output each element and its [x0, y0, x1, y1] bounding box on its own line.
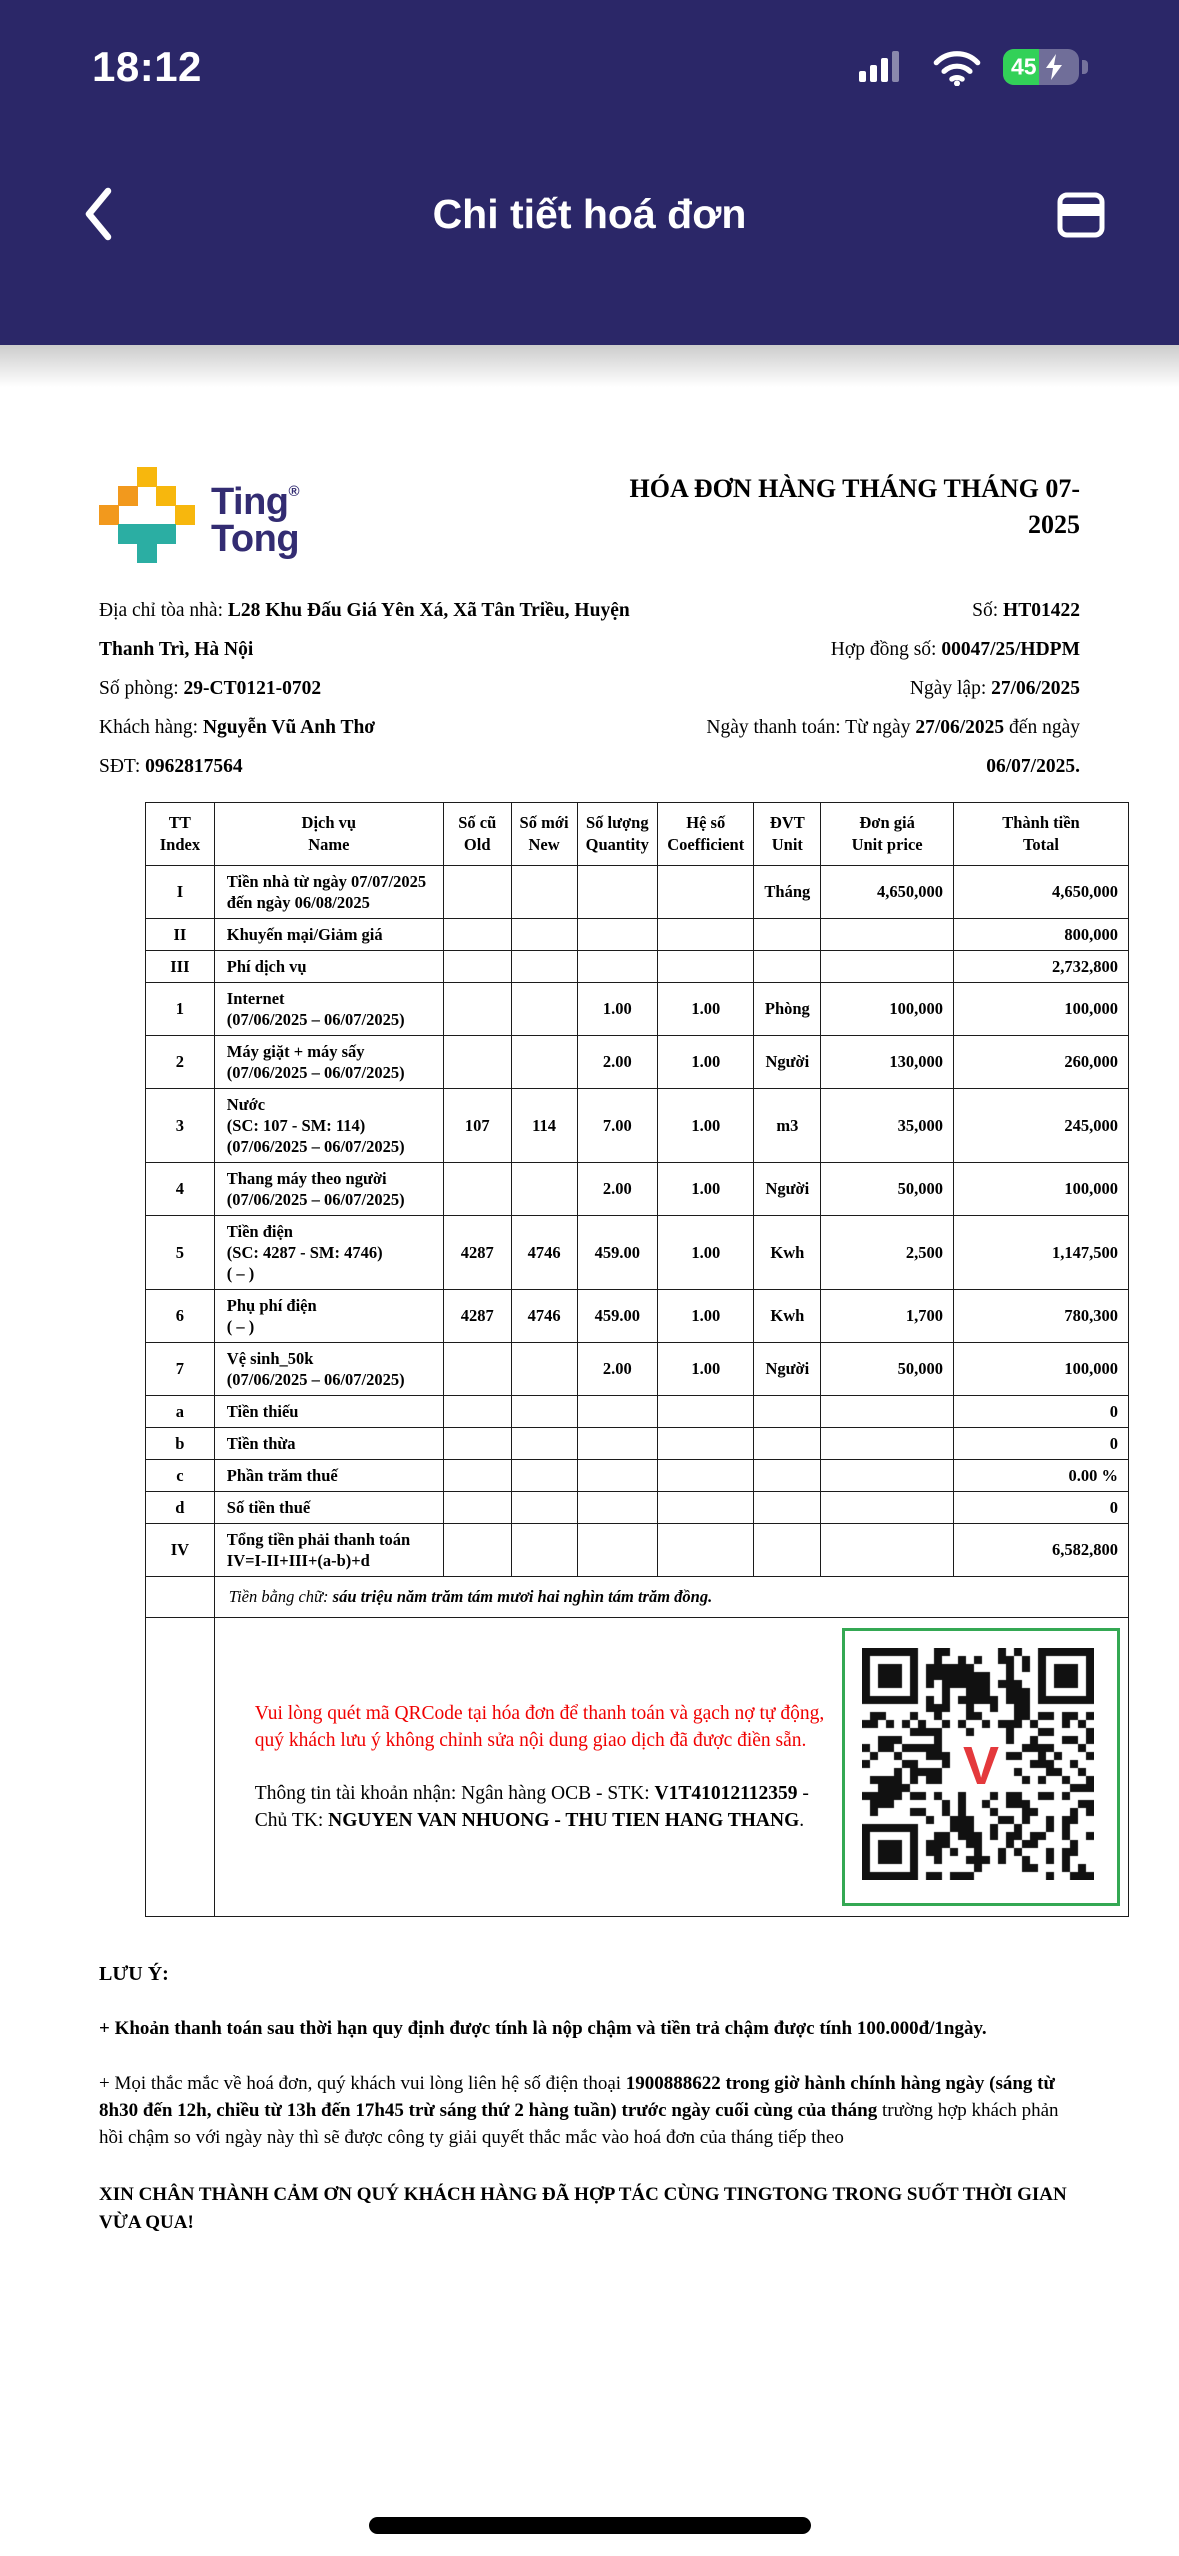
column-header-quantity: Số lượng Quantity	[577, 803, 658, 866]
cell-qty: 2.00	[577, 1343, 658, 1396]
cell-total: 6,582,800	[953, 1524, 1128, 1577]
cell-total: 100,000	[953, 1163, 1128, 1216]
cell-unit: Người	[754, 1163, 821, 1216]
cell-unit: Tháng	[754, 866, 821, 919]
cell-empty	[146, 1618, 215, 1917]
tingtong-logo-icon	[99, 467, 195, 563]
cell-unit	[754, 1428, 821, 1460]
cell-price	[821, 951, 954, 983]
cell-idx: 5	[146, 1216, 215, 1290]
battery-percent: 45	[1011, 53, 1037, 79]
cell-name: Máy giặt + máy sấy (07/06/2025 – 06/07/2025)	[214, 1036, 443, 1089]
cell-name: Tiền điện (SC: 4287 - SM: 4746) ( – )	[214, 1216, 443, 1290]
cell-idx: d	[146, 1492, 215, 1524]
cell-coeff	[658, 1460, 754, 1492]
cell-coeff	[658, 1492, 754, 1524]
table-row	[146, 1428, 1129, 1460]
cell-unit	[754, 1492, 821, 1524]
invoice-title: HÓA ĐƠN HÀNG THÁNG THÁNG 07-2025	[629, 474, 1080, 539]
cell-price: 1,700	[821, 1290, 954, 1343]
invoice-header	[99, 467, 1080, 563]
cell-old	[443, 1036, 511, 1089]
table-row	[146, 1089, 1129, 1163]
qr-payment-cell	[214, 1618, 1128, 1917]
cell-idx: 2	[146, 1036, 215, 1089]
cell-qty	[577, 1524, 658, 1577]
cell-new	[511, 1036, 577, 1089]
cell-name: Khuyến mại/Giảm giá	[214, 919, 443, 951]
contact-note: + Mọi thắc mắc về hoá đơn, quý khách vui lòng liên hệ số điện thoại 1900888622 trong giờ hành chính hàng ngày (sáng từ 8h30 đến 12h, chiều từ 13h đến 17h45 trừ sáng thứ 2 hàng tuần) trước ngày cuối cùng của tháng trường hợp khách phản hồi chậm so với ngày này thì sẽ được công ty giải quyết thắc mắc vào hoá đơn của tháng tiếp theo	[99, 2073, 1059, 2148]
building-address-line: Địa chỉ tòa nhà: L28 Khu Đấu Giá Yên Xá, Xã Tân Triều, Huyện Thanh Trì, Hà Nội	[99, 600, 630, 660]
cell-price	[821, 1396, 954, 1428]
cell-idx: IV	[146, 1524, 215, 1577]
cell-name: Nước (SC: 107 - SM: 114) (07/06/2025 – 06/07/2025)	[214, 1089, 443, 1163]
cell-name: Tiền thừa	[214, 1428, 443, 1460]
cell-price: 50,000	[821, 1163, 954, 1216]
cell-qty	[577, 1396, 658, 1428]
cell-total: 245,000	[953, 1089, 1128, 1163]
cell-name: Tiền thiếu	[214, 1396, 443, 1428]
cell-new	[511, 1396, 577, 1428]
wifi-icon	[931, 48, 983, 86]
cell-name: Thang máy theo người (07/06/2025 – 06/07/2025)	[214, 1163, 443, 1216]
cell-coeff	[658, 951, 754, 983]
cell-coeff: 1.00	[658, 1290, 754, 1343]
table-body	[146, 866, 1129, 1577]
cell-unit	[754, 1396, 821, 1428]
cell-old	[443, 983, 511, 1036]
cell-new: 114	[511, 1089, 577, 1163]
cell-old: 107	[443, 1089, 511, 1163]
cell-new	[511, 1524, 577, 1577]
cell-unit	[754, 1460, 821, 1492]
cell-price	[821, 919, 954, 951]
cell-idx: 7	[146, 1343, 215, 1396]
cell-empty	[146, 1577, 215, 1618]
invoice-document	[0, 387, 1179, 2237]
cell-new	[511, 1460, 577, 1492]
app-header	[0, 0, 1179, 345]
amount-in-words-row	[146, 1577, 1129, 1618]
cell-coeff	[658, 866, 754, 919]
qr-code	[842, 1628, 1120, 1906]
thank-you-note: XIN CHÂN THÀNH CẢM ƠN QUÝ KHÁCH HÀNG ĐÃ HỢP TÁC CÙNG TINGTONG TRONG SUỐT THỜI GIAN VỪA QUA!	[99, 2184, 1067, 2233]
cell-qty	[577, 919, 658, 951]
cell-name: Vệ sinh_50k (07/06/2025 – 06/07/2025)	[214, 1343, 443, 1396]
cell-coeff: 1.00	[658, 1163, 754, 1216]
room-number-line: Số phòng: 29-CT0121-0702	[99, 678, 322, 699]
cell-idx: III	[146, 951, 215, 983]
column-header-coefficient: Hệ số Coefficient	[658, 803, 754, 866]
cell-name: Phụ phí điện ( – )	[214, 1290, 443, 1343]
table-row	[146, 866, 1129, 919]
cell-old	[443, 1460, 511, 1492]
cell-coeff: 1.00	[658, 1343, 754, 1396]
column-header-total: Thành tiền Total	[953, 803, 1128, 866]
cell-price: 130,000	[821, 1036, 954, 1089]
notes-heading: LƯU Ý:	[99, 1963, 169, 1985]
cell-idx: 3	[146, 1089, 215, 1163]
cell-total: 0	[953, 1492, 1128, 1524]
cell-coeff: 1.00	[658, 1216, 754, 1290]
cell-unit: Phòng	[754, 983, 821, 1036]
cell-old	[443, 1163, 511, 1216]
cell-price	[821, 1524, 954, 1577]
cell-new: 4746	[511, 1216, 577, 1290]
cell-new	[511, 1343, 577, 1396]
cell-qty: 459.00	[577, 1290, 658, 1343]
cell-old	[443, 1428, 511, 1460]
payment-card-button[interactable]	[1041, 183, 1121, 245]
cell-old	[443, 951, 511, 983]
cell-name: Số tiền thuế	[214, 1492, 443, 1524]
invoice-meta-left	[99, 591, 658, 786]
cell-qty: 7.00	[577, 1089, 658, 1163]
status-bar	[0, 0, 1179, 119]
column-header-unit: ĐVT Unit	[754, 803, 821, 866]
table-row	[146, 1524, 1129, 1577]
cell-old	[443, 1524, 511, 1577]
cell-price: 100,000	[821, 983, 954, 1036]
cell-total: 1,147,500	[953, 1216, 1128, 1290]
cell-unit: Kwh	[754, 1216, 821, 1290]
column-header-old: Số cũ Old	[443, 803, 511, 866]
cell-old: 4287	[443, 1290, 511, 1343]
cell-price: 35,000	[821, 1089, 954, 1163]
qr-warning-text: Vui lòng quét mã QRCode tại hóa đơn để thanh toán và gạch nợ tự động, quý khách lưu ý không chỉnh sửa nội dung giao dịch đã được điền sẵn.	[254, 1703, 825, 1751]
cell-idx: 6	[146, 1290, 215, 1343]
cell-unit	[754, 919, 821, 951]
page-title: Chi tiết hoá đơn	[432, 190, 747, 237]
cell-idx: II	[146, 919, 215, 951]
tingtong-logo-text: Ting® Tong	[211, 480, 300, 560]
nav-bar	[0, 119, 1179, 309]
cell-idx: a	[146, 1396, 215, 1428]
back-button[interactable]	[58, 184, 138, 244]
cell-price	[821, 1492, 954, 1524]
cell-price: 4,650,000	[821, 866, 954, 919]
invoice-meta	[99, 591, 1080, 786]
cell-qty: 2.00	[577, 1163, 658, 1216]
cell-total: 800,000	[953, 919, 1128, 951]
payment-period-line: Ngày thanh toán: Từ ngày 27/06/2025 đến ngày 06/07/2025.	[706, 717, 1080, 777]
cell-coeff	[658, 1524, 754, 1577]
cell-total: 2,732,800	[953, 951, 1128, 983]
issue-date-line: Ngày lập: 27/06/2025	[909, 678, 1080, 699]
cell-idx: 1	[146, 983, 215, 1036]
cell-old: 4287	[443, 1216, 511, 1290]
cell-qty	[577, 1460, 658, 1492]
tingtong-logo	[99, 467, 299, 563]
cell-name: Tiền nhà từ ngày 07/07/2025 đến ngày 06/08/2025	[214, 866, 443, 919]
column-header-index: TT Index	[146, 803, 215, 866]
cell-total: 780,300	[953, 1290, 1128, 1343]
cell-name: Phần trăm thuế	[214, 1460, 443, 1492]
header-shadow	[0, 345, 1179, 387]
invoice-meta-right	[658, 591, 1080, 786]
cell-idx: c	[146, 1460, 215, 1492]
cell-coeff	[658, 1396, 754, 1428]
customer-line: Khách hàng: Nguyễn Vũ Anh Thơ	[99, 717, 376, 738]
cell-qty	[577, 866, 658, 919]
cell-coeff: 1.00	[658, 1089, 754, 1163]
table-row	[146, 1036, 1129, 1089]
late-fee-note: + Khoản thanh toán sau thời hạn quy định được tính là nộp chậm và tiền trả chậm được tính 100.000đ/1ngày.	[99, 2018, 987, 2039]
cell-total: 100,000	[953, 1343, 1128, 1396]
table-row	[146, 1460, 1129, 1492]
cell-unit: m3	[754, 1089, 821, 1163]
cell-unit	[754, 951, 821, 983]
table-row	[146, 1216, 1129, 1290]
cell-total: 4,650,000	[953, 866, 1128, 919]
status-icons	[859, 48, 1079, 86]
home-indicator[interactable]	[369, 2517, 811, 2534]
contract-number-line: Hợp đồng số: 00047/25/HDPM	[830, 639, 1080, 660]
vietqr-logo-icon: V	[962, 1735, 1000, 1796]
cell-price: 2,500	[821, 1216, 954, 1290]
cell-old	[443, 866, 511, 919]
table-row	[146, 1163, 1129, 1216]
cell-unit: Kwh	[754, 1290, 821, 1343]
cell-new	[511, 1492, 577, 1524]
payment-instructions	[215, 1680, 842, 1854]
invoice-table	[145, 802, 1129, 1917]
cell-new	[511, 866, 577, 919]
cell-idx: 4	[146, 1163, 215, 1216]
battery-icon	[1003, 49, 1079, 85]
cell-name: Internet (07/06/2025 – 06/07/2025)	[214, 983, 443, 1036]
cell-idx: I	[146, 866, 215, 919]
cell-name: Tổng tiền phải thanh toán IV=I-II+III+(a-b)+d	[214, 1524, 443, 1577]
cell-coeff: 1.00	[658, 983, 754, 1036]
cell-old	[443, 1343, 511, 1396]
charging-bolt-icon	[1045, 54, 1063, 80]
cell-unit: Người	[754, 1036, 821, 1089]
cell-qty	[577, 1492, 658, 1524]
invoice-notes	[99, 1963, 1084, 2237]
cell-coeff	[658, 1428, 754, 1460]
cell-total: 0	[953, 1396, 1128, 1428]
cell-old	[443, 1492, 511, 1524]
cell-total: 260,000	[953, 1036, 1128, 1089]
table-row	[146, 1492, 1129, 1524]
cell-total: 0	[953, 1428, 1128, 1460]
cell-price	[821, 1428, 954, 1460]
cell-new	[511, 1428, 577, 1460]
cell-qty	[577, 1428, 658, 1460]
cell-unit	[754, 1524, 821, 1577]
card-icon	[1050, 183, 1112, 245]
table-row	[146, 1290, 1129, 1343]
cellular-signal-icon	[859, 49, 911, 85]
table-header-row	[146, 803, 1129, 866]
cell-coeff: 1.00	[658, 1036, 754, 1089]
cell-price: 50,000	[821, 1343, 954, 1396]
cell-old	[443, 919, 511, 951]
cell-new	[511, 951, 577, 983]
cell-new	[511, 1163, 577, 1216]
column-header-unit-price: Đơn giá Unit price	[821, 803, 954, 866]
column-header-name: Dịch vụ Name	[214, 803, 443, 866]
table-row	[146, 919, 1129, 951]
battery-nub	[1082, 60, 1088, 74]
cell-unit: Người	[754, 1343, 821, 1396]
cell-qty: 2.00	[577, 1036, 658, 1089]
table-row	[146, 983, 1129, 1036]
cell-qty: 1.00	[577, 983, 658, 1036]
cell-total: 100,000	[953, 983, 1128, 1036]
chevron-left-icon	[81, 184, 115, 244]
cell-idx: b	[146, 1428, 215, 1460]
amount-in-words-cell: Tiền bằng chữ: sáu triệu năm trăm tám mươi hai nghìn tám trăm đồng.	[214, 1577, 1128, 1618]
table-row	[146, 1396, 1129, 1428]
cell-new	[511, 919, 577, 951]
cell-total: 0.00 %	[953, 1460, 1128, 1492]
cell-qty	[577, 951, 658, 983]
cell-old	[443, 1396, 511, 1428]
column-header-new: Số mới New	[511, 803, 577, 866]
cell-price	[821, 1460, 954, 1492]
table-row	[146, 951, 1129, 983]
cell-name: Phí dịch vụ	[214, 951, 443, 983]
account-info-text: Thông tin tài khoản nhận: Ngân hàng OCB - STK: V1T41012112359 - Chủ TK: NGUYEN VAN NHUONG - THU TIEN HANG THANG.	[254, 1783, 809, 1831]
cell-new	[511, 983, 577, 1036]
status-time: 18:12	[92, 42, 202, 90]
cell-new: 4746	[511, 1290, 577, 1343]
invoice-number-line: Số: HT01422	[972, 600, 1080, 621]
table-row	[146, 1343, 1129, 1396]
cell-qty: 459.00	[577, 1216, 658, 1290]
qr-payment-row	[146, 1618, 1129, 1917]
cell-coeff	[658, 919, 754, 951]
phone-line: SĐT: 0962817564	[99, 756, 243, 777]
